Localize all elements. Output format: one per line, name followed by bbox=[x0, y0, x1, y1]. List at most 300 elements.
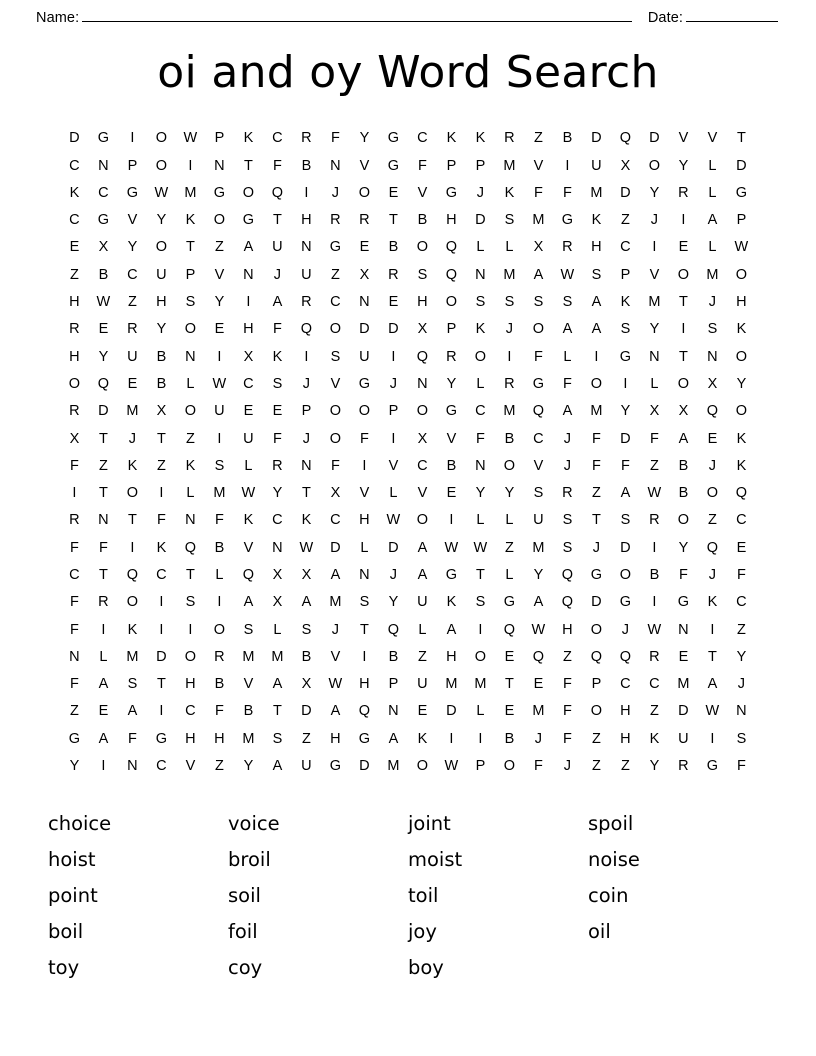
grid-cell[interactable]: W bbox=[473, 539, 488, 556]
grid-cell[interactable]: R bbox=[446, 348, 457, 365]
grid-cell[interactable]: A bbox=[272, 676, 283, 693]
grid-cell[interactable]: W bbox=[647, 485, 662, 502]
grid-cell[interactable]: O bbox=[503, 758, 516, 775]
grid-cell[interactable]: Y bbox=[678, 157, 689, 174]
grid-cell[interactable]: X bbox=[156, 403, 167, 420]
grid-cell[interactable]: T bbox=[272, 212, 283, 229]
grid-cell[interactable]: C bbox=[156, 566, 167, 583]
grid-cell[interactable]: C bbox=[620, 676, 631, 693]
grid-cell[interactable]: B bbox=[678, 485, 689, 502]
grid-cell[interactable]: C bbox=[156, 758, 167, 775]
grid-cell[interactable]: Y bbox=[69, 758, 80, 775]
grid-cell[interactable]: P bbox=[620, 266, 631, 283]
grid-cell[interactable]: E bbox=[533, 676, 544, 693]
grid-cell[interactable]: F bbox=[562, 184, 573, 201]
grid-cell[interactable]: E bbox=[98, 321, 109, 338]
grid-cell[interactable]: H bbox=[562, 621, 573, 638]
grid-cell[interactable]: Y bbox=[649, 321, 660, 338]
grid-cell[interactable]: F bbox=[214, 512, 225, 529]
grid-cell[interactable]: F bbox=[69, 539, 80, 556]
grid-cell[interactable]: R bbox=[69, 321, 80, 338]
grid-cell[interactable]: J bbox=[563, 430, 572, 447]
grid-cell[interactable]: O bbox=[503, 457, 516, 474]
word-list-item[interactable]: point bbox=[48, 883, 98, 907]
grid-cell[interactable]: W bbox=[531, 621, 546, 638]
grid-cell[interactable]: O bbox=[213, 621, 226, 638]
grid-cell[interactable]: T bbox=[591, 512, 602, 529]
grid-cell[interactable]: C bbox=[69, 212, 80, 229]
grid-cell[interactable]: J bbox=[476, 184, 485, 201]
grid-cell[interactable]: D bbox=[678, 703, 689, 720]
grid-cell[interactable]: G bbox=[213, 184, 226, 201]
grid-cell[interactable]: F bbox=[562, 375, 573, 392]
grid-cell[interactable]: Z bbox=[736, 621, 747, 638]
grid-cell[interactable]: Y bbox=[156, 212, 167, 229]
grid-cell[interactable]: K bbox=[272, 348, 283, 365]
grid-cell[interactable]: A bbox=[707, 676, 718, 693]
grid-cell[interactable]: O bbox=[155, 157, 168, 174]
word-list-item[interactable]: coin bbox=[588, 883, 629, 907]
grid-cell[interactable]: O bbox=[706, 485, 719, 502]
grid-cell[interactable]: O bbox=[735, 403, 748, 420]
grid-cell[interactable]: Q bbox=[445, 239, 458, 256]
grid-cell[interactable]: Q bbox=[619, 648, 632, 665]
grid-cell[interactable]: F bbox=[562, 676, 573, 693]
grid-cell[interactable]: F bbox=[678, 566, 689, 583]
grid-cell[interactable]: Z bbox=[156, 457, 167, 474]
grid-cell[interactable]: J bbox=[534, 730, 543, 747]
grid-cell[interactable]: R bbox=[214, 648, 225, 665]
grid-cell[interactable]: K bbox=[127, 621, 138, 638]
grid-cell[interactable]: D bbox=[98, 403, 109, 420]
grid-cell[interactable]: O bbox=[126, 485, 139, 502]
grid-cell[interactable]: P bbox=[446, 321, 457, 338]
grid-cell[interactable]: H bbox=[69, 348, 80, 365]
grid-cell[interactable]: H bbox=[591, 239, 602, 256]
grid-cell[interactable]: V bbox=[707, 130, 718, 147]
grid-cell[interactable]: W bbox=[647, 621, 662, 638]
word-search-grid[interactable] bbox=[60, 125, 756, 780]
grid-cell[interactable]: S bbox=[330, 348, 341, 365]
grid-cell[interactable]: J bbox=[302, 430, 311, 447]
grid-cell[interactable]: H bbox=[620, 703, 631, 720]
grid-cell[interactable]: H bbox=[736, 294, 747, 311]
grid-cell[interactable]: G bbox=[677, 594, 690, 611]
grid-cell[interactable]: N bbox=[736, 703, 747, 720]
grid-cell[interactable]: L bbox=[244, 457, 253, 474]
grid-cell[interactable]: K bbox=[446, 130, 457, 147]
grid-cell[interactable]: Q bbox=[735, 485, 748, 502]
grid-cell[interactable]: M bbox=[445, 676, 458, 693]
grid-cell[interactable]: N bbox=[359, 294, 370, 311]
grid-cell[interactable]: N bbox=[330, 157, 341, 174]
word-list-item[interactable]: choice bbox=[48, 811, 112, 835]
grid-cell[interactable]: F bbox=[69, 676, 80, 693]
grid-cell[interactable]: V bbox=[359, 157, 370, 174]
grid-cell[interactable]: O bbox=[358, 184, 371, 201]
grid-cell[interactable]: S bbox=[504, 212, 515, 229]
grid-cell[interactable]: L bbox=[476, 512, 485, 529]
grid-cell[interactable]: K bbox=[185, 212, 196, 229]
grid-cell[interactable]: M bbox=[387, 758, 400, 775]
grid-cell[interactable]: L bbox=[99, 648, 108, 665]
grid-cell[interactable]: N bbox=[475, 266, 486, 283]
grid-cell[interactable]: G bbox=[97, 130, 110, 147]
grid-cell[interactable]: I bbox=[652, 594, 657, 611]
grid-cell[interactable]: G bbox=[358, 375, 371, 392]
grid-cell[interactable]: N bbox=[127, 758, 138, 775]
word-list-item[interactable]: broil bbox=[228, 847, 271, 871]
grid-cell[interactable]: K bbox=[475, 321, 486, 338]
grid-cell[interactable]: Y bbox=[504, 485, 515, 502]
grid-cell[interactable]: A bbox=[243, 594, 254, 611]
grid-cell[interactable]: Y bbox=[243, 758, 254, 775]
grid-cell[interactable]: N bbox=[98, 512, 109, 529]
grid-cell[interactable]: K bbox=[185, 457, 196, 474]
grid-cell[interactable]: D bbox=[330, 539, 341, 556]
grid-cell[interactable]: P bbox=[127, 157, 138, 174]
grid-cell[interactable]: I bbox=[507, 348, 512, 365]
grid-cell[interactable]: I bbox=[188, 621, 193, 638]
grid-cell[interactable]: F bbox=[330, 457, 341, 474]
grid-cell[interactable]: F bbox=[736, 758, 747, 775]
grid-cell[interactable]: D bbox=[359, 758, 370, 775]
grid-cell[interactable]: X bbox=[649, 403, 660, 420]
grid-cell[interactable]: S bbox=[243, 621, 254, 638]
grid-cell[interactable]: F bbox=[69, 621, 80, 638]
grid-cell[interactable]: J bbox=[302, 375, 311, 392]
grid-cell[interactable]: Q bbox=[184, 539, 197, 556]
grid-cell[interactable]: T bbox=[504, 676, 515, 693]
grid-cell[interactable]: A bbox=[243, 239, 254, 256]
grid-cell[interactable]: C bbox=[475, 403, 486, 420]
grid-cell[interactable]: B bbox=[504, 430, 515, 447]
grid-cell[interactable]: E bbox=[359, 239, 370, 256]
grid-cell[interactable]: F bbox=[127, 730, 138, 747]
grid-cell[interactable]: S bbox=[272, 730, 283, 747]
grid-cell[interactable]: T bbox=[388, 212, 399, 229]
grid-cell[interactable]: K bbox=[301, 512, 312, 529]
grid-cell[interactable]: P bbox=[446, 157, 457, 174]
grid-cell[interactable]: O bbox=[590, 621, 603, 638]
grid-cell[interactable]: K bbox=[475, 130, 486, 147]
grid-cell[interactable]: L bbox=[476, 375, 485, 392]
grid-cell[interactable]: I bbox=[710, 730, 715, 747]
grid-cell[interactable]: J bbox=[389, 375, 398, 392]
grid-cell[interactable]: V bbox=[330, 648, 341, 665]
grid-cell[interactable]: T bbox=[98, 430, 109, 447]
grid-cell[interactable]: F bbox=[620, 457, 631, 474]
grid-cell[interactable]: A bbox=[330, 703, 341, 720]
grid-cell[interactable]: D bbox=[359, 321, 370, 338]
grid-cell[interactable]: O bbox=[677, 375, 690, 392]
grid-cell[interactable]: G bbox=[387, 130, 400, 147]
grid-cell[interactable]: T bbox=[707, 648, 718, 665]
grid-cell[interactable]: C bbox=[69, 157, 80, 174]
grid-cell[interactable]: Q bbox=[561, 594, 574, 611]
grid-cell[interactable]: O bbox=[155, 239, 168, 256]
grid-cell[interactable]: X bbox=[98, 239, 109, 256]
grid-cell[interactable]: E bbox=[678, 239, 689, 256]
grid-cell[interactable]: H bbox=[359, 512, 370, 529]
grid-cell[interactable]: F bbox=[69, 457, 80, 474]
grid-cell[interactable]: R bbox=[330, 212, 341, 229]
grid-cell[interactable]: O bbox=[532, 321, 545, 338]
grid-cell[interactable]: Q bbox=[126, 566, 139, 583]
grid-cell[interactable]: F bbox=[562, 703, 573, 720]
grid-cell[interactable]: M bbox=[532, 212, 545, 229]
grid-cell[interactable]: F bbox=[272, 321, 283, 338]
grid-cell[interactable]: S bbox=[562, 512, 573, 529]
grid-cell[interactable]: S bbox=[127, 676, 138, 693]
grid-cell[interactable]: S bbox=[562, 294, 573, 311]
name-blank-line[interactable] bbox=[82, 21, 632, 22]
grid-cell[interactable]: S bbox=[475, 294, 486, 311]
grid-cell[interactable]: F bbox=[475, 430, 486, 447]
grid-cell[interactable]: G bbox=[387, 157, 400, 174]
grid-cell[interactable]: I bbox=[710, 621, 715, 638]
grid-cell[interactable]: F bbox=[359, 430, 370, 447]
grid-cell[interactable]: C bbox=[649, 676, 660, 693]
grid-cell[interactable]: Z bbox=[649, 457, 660, 474]
grid-cell[interactable]: I bbox=[101, 758, 106, 775]
grid-cell[interactable]: C bbox=[736, 512, 747, 529]
grid-cell[interactable]: I bbox=[72, 485, 77, 502]
grid-cell[interactable]: E bbox=[388, 184, 399, 201]
grid-cell[interactable]: M bbox=[503, 266, 516, 283]
grid-cell[interactable]: F bbox=[562, 730, 573, 747]
grid-cell[interactable]: J bbox=[128, 430, 137, 447]
grid-cell[interactable]: C bbox=[417, 130, 428, 147]
grid-cell[interactable]: M bbox=[242, 648, 255, 665]
grid-cell[interactable]: B bbox=[678, 457, 689, 474]
grid-cell[interactable]: T bbox=[98, 485, 109, 502]
grid-cell[interactable]: G bbox=[242, 212, 255, 229]
grid-cell[interactable]: X bbox=[330, 485, 341, 502]
grid-cell[interactable]: E bbox=[98, 703, 109, 720]
grid-cell[interactable]: L bbox=[215, 566, 224, 583]
grid-cell[interactable]: Y bbox=[649, 758, 660, 775]
grid-cell[interactable]: I bbox=[304, 184, 309, 201]
grid-cell[interactable]: V bbox=[185, 758, 196, 775]
grid-cell[interactable]: D bbox=[301, 703, 312, 720]
grid-cell[interactable]: A bbox=[388, 730, 399, 747]
grid-cell[interactable]: X bbox=[359, 266, 370, 283]
grid-cell[interactable]: C bbox=[98, 184, 109, 201]
grid-cell[interactable]: G bbox=[445, 566, 458, 583]
grid-cell[interactable]: O bbox=[474, 348, 487, 365]
grid-cell[interactable]: F bbox=[533, 348, 544, 365]
grid-cell[interactable]: U bbox=[214, 403, 225, 420]
grid-cell[interactable]: V bbox=[214, 266, 225, 283]
grid-cell[interactable]: I bbox=[681, 321, 686, 338]
grid-cell[interactable]: R bbox=[69, 403, 80, 420]
word-list-item[interactable]: toy bbox=[48, 955, 80, 979]
grid-cell[interactable]: N bbox=[214, 157, 225, 174]
grid-cell[interactable]: S bbox=[591, 266, 602, 283]
grid-cell[interactable]: K bbox=[707, 594, 718, 611]
grid-cell[interactable]: B bbox=[214, 539, 225, 556]
grid-cell[interactable]: B bbox=[388, 239, 399, 256]
grid-cell[interactable]: E bbox=[214, 321, 225, 338]
grid-cell[interactable]: G bbox=[68, 730, 81, 747]
grid-cell[interactable]: P bbox=[301, 403, 312, 420]
word-list-item[interactable]: joint bbox=[408, 811, 451, 835]
grid-cell[interactable]: U bbox=[301, 266, 312, 283]
grid-cell[interactable]: B bbox=[156, 348, 167, 365]
grid-cell[interactable]: F bbox=[649, 430, 660, 447]
grid-cell[interactable]: B bbox=[301, 157, 312, 174]
grid-cell[interactable]: I bbox=[565, 157, 570, 174]
grid-cell[interactable]: I bbox=[159, 594, 164, 611]
grid-cell[interactable]: Y bbox=[678, 539, 689, 556]
grid-cell[interactable]: Y bbox=[475, 485, 486, 502]
grid-cell[interactable]: F bbox=[736, 566, 747, 583]
grid-cell[interactable]: U bbox=[301, 758, 312, 775]
grid-cell[interactable]: B bbox=[446, 457, 457, 474]
grid-cell[interactable]: D bbox=[591, 130, 602, 147]
grid-cell[interactable]: E bbox=[736, 539, 747, 556]
grid-cell[interactable]: E bbox=[272, 403, 283, 420]
grid-cell[interactable]: J bbox=[708, 457, 717, 474]
grid-cell[interactable]: W bbox=[212, 375, 227, 392]
grid-cell[interactable]: J bbox=[737, 676, 746, 693]
grid-cell[interactable]: P bbox=[388, 403, 399, 420]
grid-cell[interactable]: I bbox=[362, 648, 367, 665]
grid-cell[interactable]: Q bbox=[358, 703, 371, 720]
grid-cell[interactable]: L bbox=[505, 566, 514, 583]
grid-cell[interactable]: B bbox=[156, 375, 167, 392]
grid-cell[interactable]: J bbox=[331, 184, 340, 201]
grid-cell[interactable]: I bbox=[304, 348, 309, 365]
grid-cell[interactable]: A bbox=[417, 566, 428, 583]
grid-cell[interactable]: L bbox=[708, 184, 717, 201]
grid-cell[interactable]: V bbox=[678, 130, 689, 147]
grid-cell[interactable]: O bbox=[213, 212, 226, 229]
grid-cell[interactable]: Q bbox=[387, 621, 400, 638]
grid-cell[interactable]: E bbox=[446, 485, 457, 502]
grid-cell[interactable]: G bbox=[445, 403, 458, 420]
grid-cell[interactable]: A bbox=[678, 430, 689, 447]
grid-cell[interactable]: N bbox=[301, 239, 312, 256]
grid-cell[interactable]: W bbox=[299, 539, 314, 556]
grid-cell[interactable]: V bbox=[243, 539, 254, 556]
grid-cell[interactable]: J bbox=[563, 758, 572, 775]
grid-cell[interactable]: M bbox=[532, 539, 545, 556]
grid-cell[interactable]: H bbox=[330, 730, 341, 747]
grid-cell[interactable]: B bbox=[388, 648, 399, 665]
grid-cell[interactable]: K bbox=[156, 539, 167, 556]
grid-cell[interactable]: J bbox=[708, 566, 717, 583]
grid-cell[interactable]: T bbox=[678, 348, 689, 365]
grid-cell[interactable]: Z bbox=[620, 212, 631, 229]
grid-cell[interactable]: I bbox=[159, 703, 164, 720]
grid-cell[interactable]: V bbox=[417, 485, 428, 502]
grid-cell[interactable]: M bbox=[242, 730, 255, 747]
grid-cell[interactable]: Q bbox=[706, 539, 719, 556]
grid-cell[interactable]: O bbox=[416, 239, 429, 256]
grid-cell[interactable]: F bbox=[330, 130, 341, 147]
grid-cell[interactable]: Z bbox=[214, 758, 225, 775]
grid-cell[interactable]: N bbox=[475, 457, 486, 474]
grid-cell[interactable]: O bbox=[590, 703, 603, 720]
grid-cell[interactable]: R bbox=[301, 130, 312, 147]
grid-cell[interactable]: E bbox=[678, 648, 689, 665]
grid-cell[interactable]: Z bbox=[707, 512, 718, 529]
grid-cell[interactable]: G bbox=[735, 184, 748, 201]
grid-cell[interactable]: L bbox=[708, 239, 717, 256]
grid-cell[interactable]: Y bbox=[388, 594, 399, 611]
grid-cell[interactable]: G bbox=[329, 758, 342, 775]
word-list-item[interactable]: spoil bbox=[588, 811, 634, 835]
grid-cell[interactable]: B bbox=[562, 130, 573, 147]
grid-cell[interactable]: K bbox=[243, 130, 254, 147]
grid-cell[interactable]: F bbox=[272, 430, 283, 447]
grid-cell[interactable]: U bbox=[272, 239, 283, 256]
grid-cell[interactable]: L bbox=[418, 621, 427, 638]
grid-cell[interactable]: F bbox=[533, 184, 544, 201]
grid-cell[interactable]: L bbox=[563, 348, 572, 365]
grid-cell[interactable]: W bbox=[444, 758, 459, 775]
grid-cell[interactable]: I bbox=[449, 512, 454, 529]
grid-cell[interactable]: S bbox=[272, 375, 283, 392]
grid-cell[interactable]: I bbox=[652, 239, 657, 256]
grid-cell[interactable]: X bbox=[707, 375, 718, 392]
grid-cell[interactable]: B bbox=[98, 266, 109, 283]
word-list-item[interactable]: toil bbox=[408, 883, 439, 907]
grid-cell[interactable]: I bbox=[391, 348, 396, 365]
grid-cell[interactable]: T bbox=[243, 157, 254, 174]
grid-cell[interactable]: K bbox=[417, 730, 428, 747]
grid-cell[interactable]: K bbox=[127, 457, 138, 474]
grid-cell[interactable]: S bbox=[620, 512, 631, 529]
grid-cell[interactable]: K bbox=[736, 321, 747, 338]
grid-cell[interactable]: O bbox=[358, 403, 371, 420]
grid-cell[interactable]: O bbox=[648, 157, 661, 174]
grid-cell[interactable]: P bbox=[475, 157, 486, 174]
grid-cell[interactable]: B bbox=[504, 730, 515, 747]
grid-cell[interactable]: S bbox=[185, 294, 196, 311]
grid-cell[interactable]: O bbox=[242, 184, 255, 201]
grid-cell[interactable]: W bbox=[386, 512, 401, 529]
grid-cell[interactable]: I bbox=[130, 539, 135, 556]
grid-cell[interactable]: N bbox=[707, 348, 718, 365]
grid-cell[interactable]: C bbox=[330, 512, 341, 529]
grid-cell[interactable]: G bbox=[358, 730, 371, 747]
grid-cell[interactable]: G bbox=[503, 594, 516, 611]
grid-cell[interactable]: D bbox=[475, 212, 486, 229]
grid-cell[interactable]: M bbox=[590, 403, 603, 420]
grid-cell[interactable]: V bbox=[243, 676, 254, 693]
grid-cell[interactable]: U bbox=[533, 512, 544, 529]
grid-cell[interactable]: C bbox=[243, 375, 254, 392]
grid-cell[interactable]: Q bbox=[416, 348, 429, 365]
grid-cell[interactable]: Y bbox=[649, 184, 660, 201]
grid-cell[interactable]: K bbox=[446, 594, 457, 611]
grid-cell[interactable]: M bbox=[503, 403, 516, 420]
grid-cell[interactable]: F bbox=[214, 703, 225, 720]
grid-cell[interactable]: V bbox=[446, 430, 457, 447]
grid-cell[interactable]: M bbox=[213, 485, 226, 502]
grid-cell[interactable]: Q bbox=[300, 321, 313, 338]
grid-cell[interactable]: A bbox=[533, 266, 544, 283]
grid-cell[interactable]: O bbox=[416, 403, 429, 420]
grid-cell[interactable]: E bbox=[243, 403, 254, 420]
grid-cell[interactable]: J bbox=[505, 321, 514, 338]
grid-cell[interactable]: R bbox=[301, 294, 312, 311]
grid-cell[interactable]: Z bbox=[417, 648, 428, 665]
grid-cell[interactable]: O bbox=[619, 566, 632, 583]
